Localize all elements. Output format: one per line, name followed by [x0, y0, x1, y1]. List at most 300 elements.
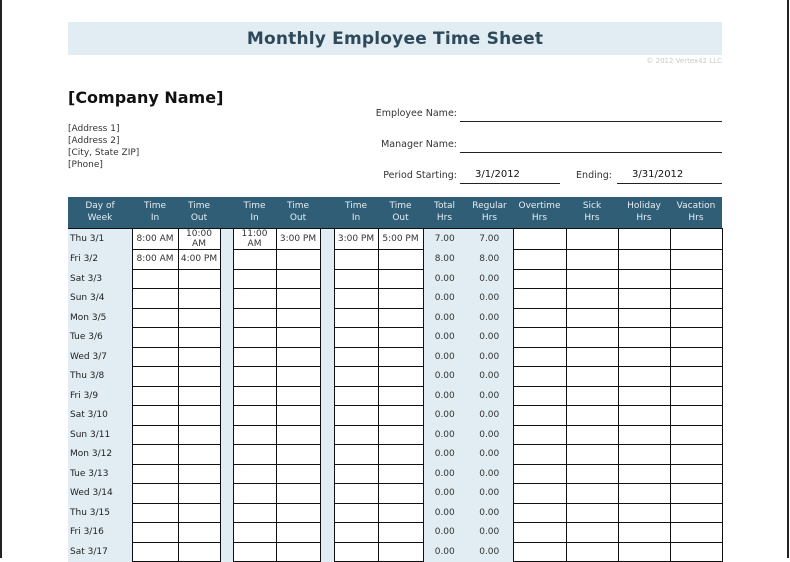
header-line2: In — [250, 213, 259, 223]
in1-cell[interactable] — [132, 523, 178, 543]
total-cell: 0.00 — [423, 289, 466, 309]
total-cell: 0.00 — [423, 406, 466, 426]
header-line2: Week — [87, 213, 113, 223]
in3-cell[interactable] — [334, 542, 378, 562]
header-line1: Holiday — [627, 201, 661, 211]
in1-cell[interactable] — [132, 386, 178, 406]
total-cell: 0.00 — [423, 464, 466, 484]
out1-cell[interactable] — [178, 464, 220, 484]
sick-cell[interactable] — [566, 328, 618, 348]
sick-cell[interactable] — [566, 484, 618, 504]
out2-cell[interactable] — [276, 406, 320, 426]
out2-cell[interactable] — [276, 445, 320, 465]
total-cell: 7.00 — [423, 229, 466, 250]
header-line1: Day of — [85, 201, 115, 211]
in1-cell[interactable] — [132, 445, 178, 465]
in1-cell[interactable] — [132, 308, 178, 328]
day-cell: Thu 3/8 — [68, 367, 132, 387]
in2-cell[interactable] — [233, 503, 276, 523]
company-phone[interactable]: [Phone] — [68, 160, 103, 170]
gap-cell — [320, 367, 334, 387]
sick-cell[interactable] — [566, 250, 618, 270]
in2-cell[interactable] — [233, 523, 276, 543]
in1-cell[interactable] — [132, 425, 178, 445]
in1-cell[interactable] — [132, 464, 178, 484]
gap-cell — [220, 503, 233, 523]
regular-cell: 0.00 — [466, 445, 513, 465]
in3-cell[interactable] — [334, 445, 378, 465]
total-cell: 0.00 — [423, 367, 466, 387]
header-line2: Hrs — [584, 213, 600, 223]
sick-cell[interactable] — [566, 523, 618, 543]
header-line1: Time — [243, 201, 266, 211]
table-row — [68, 386, 722, 406]
out1-cell[interactable]: 4:00 PM — [178, 250, 220, 270]
in1-cell[interactable] — [132, 484, 178, 504]
day-cell: Fri 3/16 — [68, 523, 132, 543]
out3-cell[interactable] — [378, 445, 423, 465]
gap-cell — [320, 347, 334, 367]
table-row — [68, 289, 722, 309]
header-total-hrs — [423, 197, 466, 229]
gap-cell — [320, 386, 334, 406]
in3-cell[interactable] — [334, 484, 378, 504]
header-time-in-3 — [334, 197, 378, 229]
holiday-cell[interactable] — [618, 367, 670, 387]
regular-cell: 0.00 — [466, 542, 513, 562]
header-gap — [220, 197, 233, 229]
out3-cell[interactable] — [378, 308, 423, 328]
gap-cell — [220, 425, 233, 445]
table-row — [68, 406, 722, 426]
day-cell: Fri 3/9 — [68, 386, 132, 406]
out1-cell[interactable] — [178, 425, 220, 445]
out1-cell[interactable] — [178, 484, 220, 504]
gap-cell — [320, 464, 334, 484]
sick-cell[interactable] — [566, 464, 618, 484]
in2-cell[interactable] — [233, 464, 276, 484]
gap-cell — [320, 425, 334, 445]
sick-cell[interactable] — [566, 425, 618, 445]
in2-cell[interactable]: 11:00 AM — [233, 229, 276, 250]
sick-cell[interactable] — [566, 503, 618, 523]
day-cell: Sat 3/3 — [68, 269, 132, 289]
out1-cell[interactable] — [178, 328, 220, 348]
holiday-cell[interactable] — [618, 503, 670, 523]
company-city-state-zip[interactable]: [City, State ZIP] — [68, 148, 140, 158]
overtime-cell[interactable] — [513, 347, 566, 367]
out3-cell[interactable] — [378, 328, 423, 348]
out3-cell[interactable] — [378, 425, 423, 445]
in2-cell[interactable] — [233, 347, 276, 367]
sick-cell[interactable] — [566, 229, 618, 250]
gap-cell — [220, 269, 233, 289]
header-line2: Out — [190, 213, 208, 223]
out3-cell[interactable] — [378, 503, 423, 523]
vacation-cell[interactable] — [670, 464, 722, 484]
sick-cell[interactable] — [566, 308, 618, 328]
in2-cell[interactable] — [233, 269, 276, 289]
vacation-cell[interactable] — [670, 386, 722, 406]
company-address1[interactable]: [Address 1] — [68, 124, 120, 134]
out2-cell[interactable] — [276, 503, 320, 523]
header-regular-hrs — [466, 197, 513, 229]
table-row — [68, 328, 722, 348]
sick-cell[interactable] — [566, 269, 618, 289]
header-line1: Total — [433, 201, 456, 211]
gap-cell — [220, 542, 233, 562]
timesheet-table — [68, 197, 723, 562]
day-cell: Wed 3/7 — [68, 347, 132, 367]
vacation-cell[interactable] — [670, 406, 722, 426]
manager-name-field[interactable] — [460, 152, 722, 153]
period-starting-label: Period Starting: — [383, 170, 457, 181]
header-line1: Time — [187, 201, 211, 211]
total-cell: 0.00 — [423, 328, 466, 348]
day-cell: Tue 3/13 — [68, 464, 132, 484]
in1-cell[interactable] — [132, 347, 178, 367]
out1-cell[interactable] — [178, 269, 220, 289]
out3-cell[interactable] — [378, 347, 423, 367]
overtime-cell[interactable] — [513, 484, 566, 504]
in1-cell[interactable] — [132, 367, 178, 387]
regular-cell: 0.00 — [466, 523, 513, 543]
holiday-cell[interactable] — [618, 289, 670, 309]
overtime-cell[interactable] — [513, 308, 566, 328]
holiday-cell[interactable] — [618, 269, 670, 289]
in3-cell[interactable] — [334, 367, 378, 387]
in3-cell[interactable] — [334, 464, 378, 484]
out2-cell[interactable] — [276, 308, 320, 328]
total-cell: 0.00 — [423, 542, 466, 562]
day-cell: Thu 3/15 — [68, 503, 132, 523]
in2-cell[interactable] — [233, 406, 276, 426]
header-line2: Out — [392, 213, 409, 223]
title-band — [68, 22, 722, 55]
out1-cell[interactable] — [178, 406, 220, 426]
regular-cell: 0.00 — [466, 406, 513, 426]
out3-cell[interactable] — [378, 289, 423, 309]
out1-cell[interactable] — [178, 503, 220, 523]
header-time-out-1 — [178, 197, 220, 229]
out2-cell[interactable] — [276, 347, 320, 367]
table-row — [68, 269, 722, 289]
vacation-cell[interactable] — [670, 269, 722, 289]
out3-cell[interactable] — [378, 542, 423, 562]
company-address2[interactable]: [Address 2] — [68, 136, 120, 146]
vacation-cell[interactable] — [670, 425, 722, 445]
header-line1: Time — [389, 201, 412, 211]
ending-value[interactable]: 3/31/2012 — [632, 169, 684, 180]
overtime-cell[interactable] — [513, 503, 566, 523]
header-time-in-2 — [233, 197, 276, 229]
vacation-cell[interactable] — [670, 328, 722, 348]
header-line2: Hrs — [436, 213, 453, 223]
out2-cell[interactable]: 3:00 PM — [276, 229, 320, 250]
total-cell: 0.00 — [423, 523, 466, 543]
gap-cell — [320, 484, 334, 504]
overtime-cell[interactable] — [513, 269, 566, 289]
regular-cell: 0.00 — [466, 484, 513, 504]
out1-cell[interactable] — [178, 542, 220, 562]
holiday-cell[interactable] — [618, 229, 670, 250]
table-row — [68, 484, 722, 504]
overtime-cell[interactable] — [513, 328, 566, 348]
table-row — [68, 229, 722, 250]
out1-cell[interactable] — [178, 308, 220, 328]
gap-cell — [320, 229, 334, 250]
sick-cell[interactable] — [566, 386, 618, 406]
page-title: Monthly Employee Time Sheet — [246, 28, 544, 49]
header-line1: Time — [286, 201, 310, 211]
header-day-of-week — [68, 197, 132, 229]
out1-cell[interactable] — [178, 347, 220, 367]
overtime-cell[interactable] — [513, 250, 566, 270]
regular-cell: 0.00 — [466, 328, 513, 348]
gap-cell — [220, 328, 233, 348]
overtime-cell[interactable] — [513, 406, 566, 426]
gap-cell — [220, 406, 233, 426]
regular-cell: 0.00 — [466, 347, 513, 367]
out1-cell[interactable] — [178, 367, 220, 387]
gap-cell — [220, 445, 233, 465]
overtime-cell[interactable] — [513, 425, 566, 445]
holiday-cell[interactable] — [618, 445, 670, 465]
total-cell: 0.00 — [423, 503, 466, 523]
table-row — [68, 367, 722, 387]
gap-cell — [220, 289, 233, 309]
sick-cell[interactable] — [566, 445, 618, 465]
out3-cell[interactable] — [378, 464, 423, 484]
day-cell: Mon 3/5 — [68, 308, 132, 328]
vacation-cell[interactable] — [670, 229, 722, 250]
vacation-cell[interactable] — [670, 250, 722, 270]
holiday-cell[interactable] — [618, 406, 670, 426]
in2-cell[interactable] — [233, 250, 276, 270]
table-row — [68, 250, 722, 270]
overtime-cell[interactable] — [513, 523, 566, 543]
holiday-cell[interactable] — [618, 484, 670, 504]
table-header-row — [68, 197, 722, 229]
in2-cell[interactable] — [233, 386, 276, 406]
in1-cell[interactable] — [132, 542, 178, 562]
out2-cell[interactable] — [276, 386, 320, 406]
in2-cell[interactable] — [233, 308, 276, 328]
gap-cell — [320, 503, 334, 523]
regular-cell: 0.00 — [466, 464, 513, 484]
overtime-cell[interactable] — [513, 542, 566, 562]
out2-cell[interactable] — [276, 367, 320, 387]
day-cell: Sat 3/10 — [68, 406, 132, 426]
in3-cell[interactable] — [334, 269, 378, 289]
header-line1: Sick — [582, 201, 602, 211]
out2-cell[interactable] — [276, 328, 320, 348]
table-row — [68, 308, 722, 328]
day-cell: Wed 3/14 — [68, 484, 132, 504]
holiday-cell[interactable] — [618, 308, 670, 328]
out3-cell[interactable] — [378, 406, 423, 426]
regular-cell: 0.00 — [466, 503, 513, 523]
out2-cell[interactable] — [276, 523, 320, 543]
in3-cell[interactable] — [334, 328, 378, 348]
gap-cell — [220, 523, 233, 543]
total-cell: 0.00 — [423, 445, 466, 465]
vacation-cell[interactable] — [670, 367, 722, 387]
in1-cell[interactable] — [132, 328, 178, 348]
gap-cell — [320, 523, 334, 543]
in3-cell[interactable] — [334, 523, 378, 543]
vacation-cell[interactable] — [670, 308, 722, 328]
out3-cell[interactable] — [378, 386, 423, 406]
sick-cell[interactable] — [566, 367, 618, 387]
out3-cell[interactable] — [378, 269, 423, 289]
table-row — [68, 503, 722, 523]
header-line1: Overtime — [518, 201, 561, 211]
header-line2: Hrs — [481, 213, 498, 223]
in3-cell[interactable] — [334, 250, 378, 270]
out2-cell[interactable] — [276, 289, 320, 309]
in1-cell[interactable] — [132, 289, 178, 309]
regular-cell: 0.00 — [466, 425, 513, 445]
out3-cell[interactable] — [378, 523, 423, 543]
manager-name-label: Manager Name: — [381, 139, 457, 150]
in2-cell[interactable] — [233, 484, 276, 504]
out1-cell[interactable] — [178, 289, 220, 309]
out3-cell[interactable] — [378, 484, 423, 504]
out1-cell[interactable] — [178, 386, 220, 406]
header-line1: Time — [143, 201, 167, 211]
out1-cell[interactable] — [178, 523, 220, 543]
total-cell: 0.00 — [423, 484, 466, 504]
total-cell: 8.00 — [423, 250, 466, 270]
in2-cell[interactable] — [233, 542, 276, 562]
header-line2: Out — [289, 213, 307, 223]
gap-cell — [320, 445, 334, 465]
gap-cell — [320, 289, 334, 309]
holiday-cell[interactable] — [618, 523, 670, 543]
holiday-cell[interactable] — [618, 347, 670, 367]
gap-cell — [320, 406, 334, 426]
gap-cell — [220, 308, 233, 328]
vacation-cell[interactable] — [670, 445, 722, 465]
period-starting-value[interactable]: 3/1/2012 — [475, 169, 520, 180]
in3-cell[interactable] — [334, 308, 378, 328]
gap-cell — [220, 229, 233, 250]
holiday-cell[interactable] — [618, 425, 670, 445]
holiday-cell[interactable] — [618, 386, 670, 406]
vacation-cell[interactable] — [670, 484, 722, 504]
vacation-cell[interactable] — [670, 542, 722, 562]
holiday-cell[interactable] — [618, 328, 670, 348]
period-starting-field[interactable] — [460, 183, 560, 184]
vacation-cell[interactable] — [670, 503, 722, 523]
header-line2: Hrs — [531, 213, 548, 223]
gap-cell — [320, 269, 334, 289]
gap-cell — [320, 250, 334, 270]
in1-cell[interactable]: 8:00 AM — [132, 229, 178, 250]
holiday-cell[interactable] — [618, 464, 670, 484]
in3-cell[interactable] — [334, 347, 378, 367]
out2-cell[interactable] — [276, 542, 320, 562]
out3-cell[interactable] — [378, 367, 423, 387]
sick-cell[interactable] — [566, 542, 618, 562]
header-sick-hrs — [566, 197, 618, 229]
out2-cell[interactable] — [276, 269, 320, 289]
out3-cell[interactable] — [378, 250, 423, 270]
in2-cell[interactable] — [233, 289, 276, 309]
header-line2: In — [150, 213, 160, 223]
table-row — [68, 523, 722, 543]
day-cell: Sun 3/11 — [68, 425, 132, 445]
total-cell: 0.00 — [423, 425, 466, 445]
employee-name-field[interactable] — [460, 121, 722, 122]
sick-cell[interactable] — [566, 406, 618, 426]
in3-cell[interactable] — [334, 406, 378, 426]
in3-cell[interactable] — [334, 289, 378, 309]
table-row — [68, 464, 722, 484]
day-cell: Sat 3/17 — [68, 542, 132, 562]
in2-cell[interactable] — [233, 367, 276, 387]
out2-cell[interactable] — [276, 425, 320, 445]
in1-cell[interactable] — [132, 503, 178, 523]
in2-cell[interactable] — [233, 328, 276, 348]
header-line1: Regular — [472, 201, 507, 211]
overtime-cell[interactable] — [513, 386, 566, 406]
vacation-cell[interactable] — [670, 523, 722, 543]
holiday-cell[interactable] — [618, 542, 670, 562]
in2-cell[interactable] — [233, 445, 276, 465]
out2-cell[interactable] — [276, 464, 320, 484]
in1-cell[interactable]: 8:00 AM — [132, 250, 178, 270]
vacation-cell[interactable] — [670, 347, 722, 367]
out2-cell[interactable] — [276, 250, 320, 270]
in3-cell[interactable] — [334, 386, 378, 406]
in2-cell[interactable] — [233, 425, 276, 445]
in3-cell[interactable] — [334, 425, 378, 445]
day-cell: Mon 3/12 — [68, 445, 132, 465]
total-cell: 0.00 — [423, 269, 466, 289]
out1-cell[interactable]: 10:00 AM — [178, 229, 220, 250]
total-cell: 0.00 — [423, 308, 466, 328]
company-name[interactable]: [Company Name] — [68, 88, 224, 107]
overtime-cell[interactable] — [513, 464, 566, 484]
gap-cell — [220, 484, 233, 504]
sick-cell[interactable] — [566, 289, 618, 309]
holiday-cell[interactable] — [618, 250, 670, 270]
overtime-cell[interactable] — [513, 445, 566, 465]
table-row — [68, 347, 722, 367]
out1-cell[interactable] — [178, 445, 220, 465]
vacation-cell[interactable] — [670, 289, 722, 309]
gap-cell — [220, 250, 233, 270]
header-line2: Hrs — [688, 213, 704, 223]
overtime-cell[interactable] — [513, 229, 566, 250]
overtime-cell[interactable] — [513, 289, 566, 309]
page-border-left — [0, 0, 2, 558]
regular-cell: 8.00 — [466, 250, 513, 270]
out2-cell[interactable] — [276, 484, 320, 504]
out3-cell[interactable]: 5:00 PM — [378, 229, 423, 250]
in1-cell[interactable] — [132, 269, 178, 289]
sick-cell[interactable] — [566, 347, 618, 367]
in1-cell[interactable] — [132, 406, 178, 426]
in3-cell[interactable]: 3:00 PM — [334, 229, 378, 250]
overtime-cell[interactable] — [513, 367, 566, 387]
in3-cell[interactable] — [334, 503, 378, 523]
header-holiday-hrs — [618, 197, 670, 229]
table-row — [68, 425, 722, 445]
ending-field[interactable] — [617, 183, 722, 184]
